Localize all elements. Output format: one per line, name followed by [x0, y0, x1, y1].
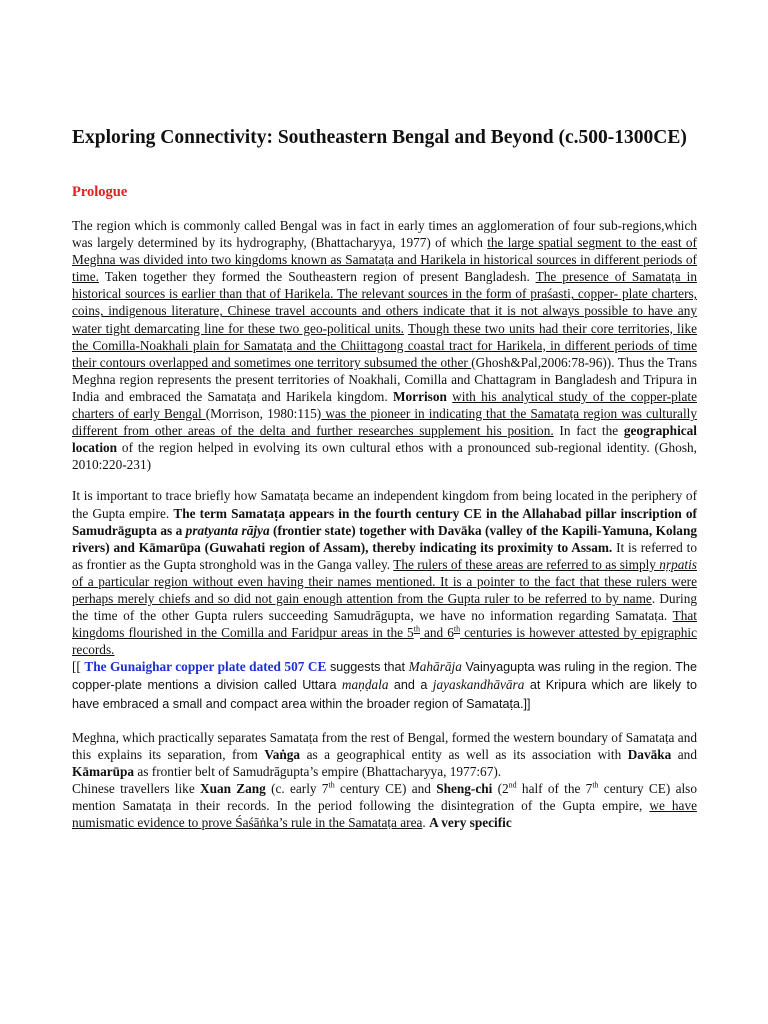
paragraph-2: It is important to trace briefly how Samataṭa became an independent kingdom from being located in the periphery of the Gupta empire. The term Samataṭa appears in the fourth century CE in the Allahabad pillar inscription of Samudrāgupta as a pratyanta rājya (frontier state) together with Davāka (valley of the Kapili-Yamuna, Kolang rivers) and Kāmarūpa (Guwahati region of Assam), thereby indicating its proximity to Assam. It is referred to as frontier as the Gupta stronghold was in the Ganga valley. The rulers of these areas are referred to as simply nṛpatis of a particular region without even having their names mentioned. It is a pointer to the fact that these rulers were perhaps merely chiefs and so did not gain enough attention from the Gupta ruler to be referred to by name. During the time of the other Gupta rulers succeeding Samudrāgupta, we have no information regarding Samataṭa. That kingdoms flourished in the Comilla and Faridpur areas in the 5th and 6th centuries is however attested by epigraphic records. — [72, 488, 698, 658]
paragraph-3: Meghna, which practically separates Samataṭa from the rest of Bengal, formed the western boundary of Samataṭa and this explains its separation, from Vaṅga as a geographical entity as well as its association with Davāka and Kāmarūpa as frontier belt of Samudrāgupta’s empire (Bhattacharyya, 1977:67). — [72, 729, 697, 779]
section-heading-prologue: Prologue — [72, 184, 128, 200]
bracketed-note: [[ The Gunaighar copper plate dated 507 CE suggests that Mahārāja Vainyagupta was ruling in the region. The copper-plate mentions a division called Uttara maṇḍala and a jayaskandhāvāra at Kripura which are likely to have embraced a small and compact area within the broader region of Samataṭa.]] — [72, 659, 697, 711]
paragraph-1: The region which is commonly called Bengal was in fact in early times an agglomeration of four sub-regions,which was largely determined by its hydrography, (Bhattacharyya, 1977) of which the large spatial segment to the east of Meghna was divided into two kingdoms known as Samataṭa and Harikela in historical sources in different periods of time. Taken together they formed the Southeastern region of present Bangladesh. The presence of Samataṭa in historical sources is earlier than that of Harikela. The relevant sources in the form of praśasti, copper- plate charters, coins, indigenous literature, Chinese travel accounts and others indicate that it is not always possible to have any water tight demarcating line for these two geo-political units. Though these two units had their core territories, like the Comilla-Noakhali plain for Samataṭa and the Chiittagong coastal tract for Harikela, in different periods of time their contours overlapped and sometimes one territory subsumed the other (Ghosh&Pal,2006:78-96)). Thus the Trans Meghna region represents the present territories of Noakhali, Comilla and Chattagram in Bangladesh and Tripura in India and embraced the Samataṭa and Harikela kingdom. Morrison with his analytical study of the copper-plate charters of early Bengal (Morrison, 1980:115) was the pioneer in indicating that the Samataṭa region was culturally different from other areas of the delta and further researches supplement his position. In fact the geographical location of the region helped in evolving its own cultural ethos with a pronounced sub-regional identity. (Ghosh, 2010:220-231) — [72, 218, 698, 473]
document-page — [72, 125, 697, 831]
paragraph-4: Chinese travellers like Xuan Zang (c. early 7th century CE) and Sheng-chi (2nd half of the 7th century CE) also mention Samataṭa in their records. In the period following the disintegration of the Gupta empire, we have numismatic evidence to prove Śaśāṅka’s rule in the Samataṭa area. A very specific — [72, 780, 697, 831]
document-title: Exploring Connectivity: Southeastern Bengal and Beyond (c.500-1300CE) — [72, 127, 687, 148]
